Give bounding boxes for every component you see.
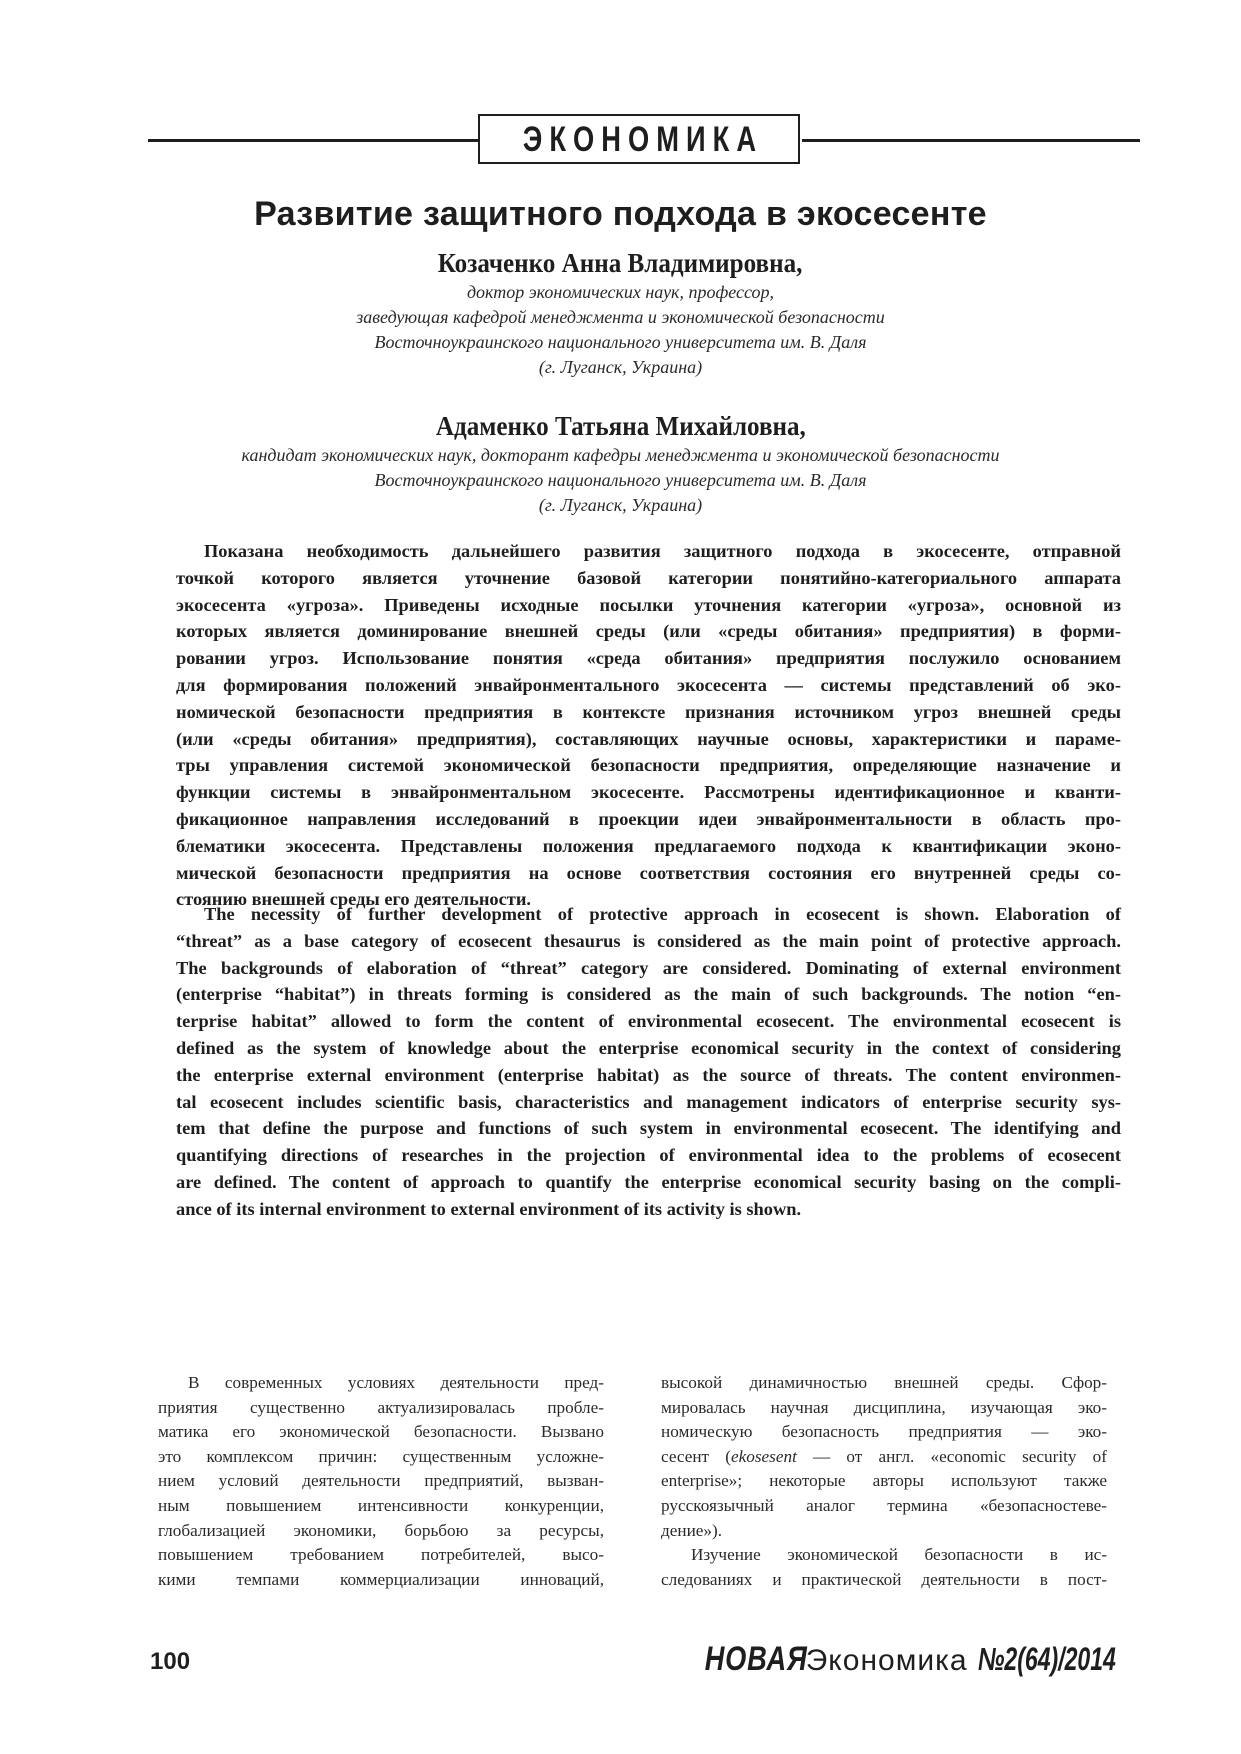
journal-masthead	[679, 1640, 1129, 1679]
term-italic: ekosesent	[730, 1446, 797, 1466]
abstract-line: terprise habitat” allowed to form the content of environmental ecosecent. The environmental ecosecent is	[176, 1011, 1121, 1032]
abstract-line: the enterprise external environment (enterprise habitat) as the source of threats. The content environmen-	[176, 1064, 1121, 1085]
abstract-line: которых является доминирование внешней среды (или «среды обитания» предприятия) в форми-	[176, 621, 1121, 642]
abstract-line: “threat” as a base category of ecosecent thesaurus is considered as the main point of protective approach.	[176, 930, 1121, 951]
journal-issue: №2(64)/2014	[977, 1641, 1116, 1677]
page-number: 100	[150, 1648, 191, 1675]
body-line: В современных условиях деятельности пред-	[188, 1373, 604, 1392]
author-2	[0, 409, 1241, 518]
abstract-line: ровании угроз. Использование понятия «среда обитания» предприятия послужило основанием	[176, 648, 1121, 669]
section-label: ЭКОНОМИКА	[522, 119, 764, 159]
author-affiliation-line: кандидат экономических наук, докторант кафедры менеджмента и экономической безопасности	[241, 445, 1000, 465]
abstract-line: экосесента «угроза». Приведены исходные посылки уточнения категории «угроза», основной из	[176, 594, 1121, 615]
abstract-line: точкой которого является уточнение базовой категории понятийно-категориального аппарата	[176, 567, 1121, 588]
section-label-box	[478, 114, 800, 164]
body-line: мировалась научная дисциплина, изучающая эко-	[661, 1397, 1107, 1417]
body-text: — от англ. «economic security of	[796, 1446, 1108, 1466]
body-line: приятия существенно актуализировалась пробле-	[158, 1397, 604, 1417]
header-rule-right	[802, 139, 1140, 142]
author-1	[0, 246, 1241, 380]
journal-name-nova: НОВАЯ	[704, 1640, 808, 1678]
body-line: глобализацией экономики, борьбою за ресурсы,	[158, 1520, 604, 1540]
author-affiliation-line: Восточноукраинского национального университета им. В. Даля	[374, 332, 867, 352]
author-affiliation-line: Восточноукраинского национального университета им. В. Даля	[374, 470, 867, 490]
body-line: кими темпами коммерциализации инноваций,	[158, 1569, 604, 1589]
body-line: Изучение экономической безопасности в ис-	[691, 1545, 1107, 1565]
article-title: Развитие защитного подхода в экосесенте	[254, 195, 987, 233]
abstract-line: блематики экосесента. Представлены положения предлагаемого подхода к квантификации эконо-	[176, 835, 1121, 856]
body-column-right	[661, 1371, 1107, 1592]
body-line: нием условий деятельности предприятий, вызван-	[158, 1471, 604, 1491]
abstract-line: номической безопасности предприятия в контексте признания источником угроз внешней среды	[176, 701, 1121, 722]
body-line: это комплексом причин: существенным усложне-	[158, 1446, 604, 1466]
body-line: высокой динамичностью внешней среды. Сфор-	[661, 1373, 1107, 1392]
abstract-english	[176, 901, 1121, 1223]
body-line: enterprise»; некоторые авторы используют также	[661, 1471, 1107, 1491]
body-line: дение»).	[661, 1520, 723, 1540]
abstract-line: функции системы в энвайронментальном экосесенте. Рассмотрены идентификационное и кванти-	[176, 782, 1121, 803]
body-line: номическую безопасность предприятия — эко-	[661, 1422, 1107, 1442]
header-rule-left	[148, 139, 479, 142]
abstract-line: Показана необходимость дальнейшего развития защитного подхода в экосесенте, отправной	[204, 541, 1121, 561]
abstract-line: для формирования положений энвайронментального экосесента — системы представлений об эко-	[176, 674, 1121, 695]
author-affiliation-line: (г. Луганск, Украина)	[538, 495, 703, 515]
body-line: ным повышением интенсивности конкуренции,	[158, 1495, 604, 1515]
abstract-line: тры управления системой экономической безопасности предприятия, определяющие назначение и	[176, 755, 1121, 776]
author-name: Козаченко Анна Владимировна,	[438, 248, 803, 278]
body-line: матика его экономической безопасности. Вызвано	[158, 1422, 604, 1442]
author-affiliation-line: (г. Луганск, Украина)	[538, 357, 703, 377]
abstract-line: defined as the system of knowledge about the enterprise economical security in the context of considering	[176, 1037, 1121, 1058]
author-affiliation-line: доктор экономических наук, профессор,	[466, 282, 775, 302]
body-text: сесент (	[661, 1446, 731, 1466]
abstract-line: tal ecosecent includes scientific basis, characteristics and management indicators of enterprise security sys-	[176, 1091, 1121, 1112]
abstract-line: (enterprise “habitat”) in threats forming is considered as the main of such backgrounds. The notion “en-	[176, 984, 1121, 1005]
journal-name-economika: Экономика	[805, 1644, 968, 1677]
abstract-line: are defined. The content of approach to quantify the enterprise economical security basing on the compli-	[176, 1171, 1121, 1192]
abstract-line: The backgrounds of elaboration of “threat” category are considered. Dominating of external environment	[176, 957, 1121, 978]
body-line: следованиях и практической деятельности в пост-	[661, 1569, 1107, 1589]
author-affiliation-line: заведующая кафедрой менеджмента и экономической безопасности	[356, 307, 885, 327]
abstract-line: quantifying directions of researches in the projection of environmental idea to the problems of ecosecent	[176, 1145, 1121, 1166]
abstract-line: мической безопасности предприятия на основе соответствия состояния его внутренней среды со-	[176, 862, 1121, 883]
body-line-with-term	[661, 1445, 1107, 1470]
abstract-line: стоянию внешней среды его деятельности.	[176, 889, 532, 910]
body-line: русскоязычный аналог термина «безопасностеве-	[661, 1495, 1107, 1515]
abstract-line: The necessity of further development of protective approach in ecosecent is shown. Elaboration of	[204, 904, 1121, 924]
body-column-left	[158, 1371, 604, 1592]
author-name: Адаменко Татьяна Михайловна,	[435, 411, 806, 441]
body-line: повышением требованием потребителей, высо-	[158, 1545, 604, 1565]
abstract-line: фикационное направления исследований в проекции идеи энвайронментальности в область про-	[176, 808, 1121, 829]
abstract-line: ance of its internal environment to external environment of its activity is shown.	[176, 1198, 802, 1219]
abstract-line: (или «среды обитания» предприятия), составляющих научные основы, характеристики и параме-	[176, 728, 1121, 749]
abstract-line: tem that define the purpose and functions of such system in environmental ecosecent. The identifying and	[176, 1118, 1121, 1139]
abstract-russian	[176, 538, 1121, 913]
